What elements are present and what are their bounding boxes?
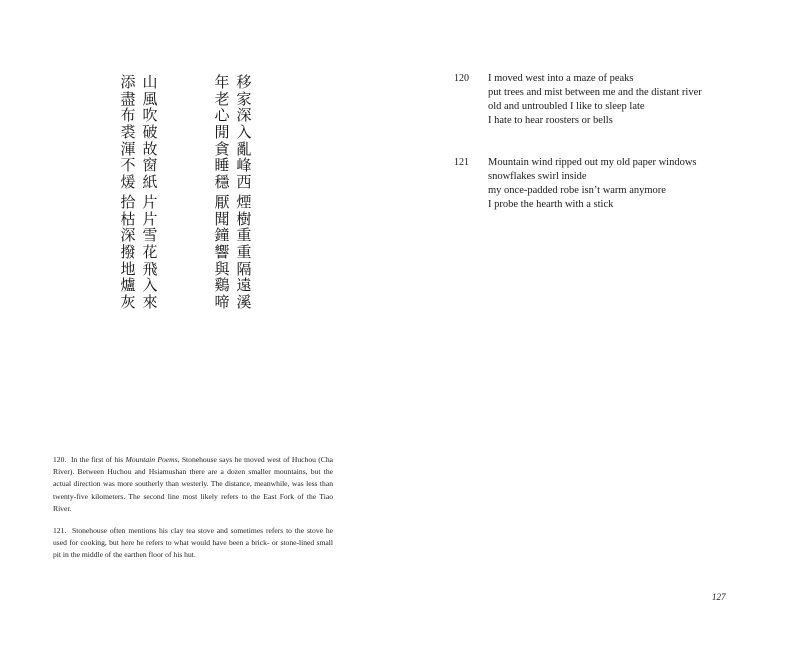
- zh-character: 響: [214, 243, 230, 262]
- zh-character: 深: [236, 106, 252, 125]
- zh-character: 添: [120, 73, 136, 91]
- zh-character: 片: [142, 193, 158, 211]
- zh-character: 年: [214, 73, 230, 91]
- zh-character: 峰: [236, 156, 252, 175]
- footnote-number: 120.: [53, 455, 67, 464]
- zh-character: 入: [236, 123, 252, 142]
- zh-character: 重: [236, 226, 252, 245]
- zh-character: 吹: [142, 106, 158, 125]
- zh-character: 老: [214, 89, 230, 108]
- footnote-121: [53, 525, 333, 562]
- footnote-text: In the first of his: [70, 455, 126, 464]
- zh-character: 飛: [142, 259, 158, 278]
- zh-character: 盡: [120, 89, 136, 108]
- footnotes: [53, 454, 333, 572]
- zh-character: 紙: [142, 173, 158, 192]
- footnote-number: 121.: [53, 526, 67, 536]
- poem-number: 121: [454, 157, 469, 168]
- footnote-text: , Stonehouse says he moved west of Huchou (Cha River). Between Huchou and Hsiamushan there are a dozen smaller mountains, but the actual direction was more southerly than westerly. The distance, meanwhile, was less than twenty-five kilometers. The second line most likely refers to the East Fork of the Tiao River.: [53, 455, 334, 513]
- zh-character: 閒: [214, 123, 230, 142]
- zh-character: 來: [142, 293, 158, 312]
- zh-character: 鐘: [214, 226, 230, 245]
- zh-character: 家: [236, 89, 252, 108]
- footnote-italic-title: Mountain Poems: [125, 455, 178, 464]
- zh-character: 厭: [214, 193, 230, 211]
- zh-character: 入: [142, 276, 158, 295]
- zh-column-121-line2: [119, 74, 137, 191]
- zh-character: 撥: [120, 243, 136, 262]
- poem-line: my once-padded robe isn’t warm anymore: [488, 185, 666, 196]
- zh-character: 啼: [214, 293, 230, 312]
- zh-character: 窗: [142, 156, 158, 175]
- zh-column-121-line4: [119, 194, 137, 311]
- poem-line: I hate to hear roosters or bells: [488, 115, 613, 126]
- right-page: [396, 0, 792, 648]
- poem-number: 120: [454, 73, 469, 84]
- zh-character: 鷄: [214, 276, 230, 295]
- zh-character: 睡: [214, 156, 230, 175]
- zh-character: 心: [214, 106, 230, 125]
- poem-line: I probe the hearth with a stick: [488, 199, 614, 210]
- zh-column-120-line4: [213, 194, 231, 311]
- poem-line: I moved west into a maze of peaks: [488, 73, 634, 84]
- zh-column-121-line1: [141, 74, 159, 191]
- zh-character: 拾: [120, 193, 136, 211]
- zh-column-120-line3: [235, 194, 253, 311]
- poem-line: put trees and mist between me and the distant river: [488, 87, 702, 98]
- zh-character: 亂: [236, 139, 252, 158]
- zh-character: 溪: [236, 293, 252, 312]
- zh-character: 深: [120, 226, 136, 245]
- zh-character: 聞: [214, 209, 230, 228]
- zh-character: 穩: [214, 173, 230, 192]
- zh-character: 裘: [120, 123, 136, 142]
- zh-character: 故: [142, 139, 158, 158]
- poem-line: snowflakes swirl inside: [488, 171, 587, 182]
- zh-character: 破: [142, 123, 158, 142]
- zh-character: 灰: [120, 293, 136, 312]
- zh-character: 雪: [142, 226, 158, 245]
- english-poem-120: [454, 72, 702, 128]
- poem-line: Mountain wind ripped out my old paper windows: [488, 157, 697, 168]
- zh-character: 爐: [120, 276, 136, 295]
- footnote-120: [53, 454, 333, 515]
- page-number: 127: [712, 592, 726, 602]
- zh-column-121-line3: [141, 194, 159, 311]
- zh-character: 布: [120, 106, 136, 125]
- zh-character: 樹: [236, 209, 252, 228]
- zh-character: 隔: [236, 259, 252, 278]
- zh-character: 花: [142, 243, 158, 262]
- poem-line: old and untroubled I like to sleep late: [488, 101, 645, 112]
- zh-character: 遠: [236, 276, 252, 295]
- zh-character: 片: [142, 209, 158, 228]
- zh-character: 不: [120, 156, 136, 175]
- zh-column-120-line1: [235, 74, 253, 191]
- zh-character: 煙: [236, 193, 252, 211]
- english-poem-121: [454, 156, 697, 212]
- zh-character: 煖: [120, 173, 136, 192]
- zh-character: 貪: [214, 139, 230, 158]
- zh-character: 重: [236, 243, 252, 262]
- zh-character: 地: [120, 259, 136, 278]
- footnote-text: Stonehouse often mentions his clay tea stove and sometimes refers to the stove he used for cooking, but here he refers to what would have been a brick- or stone-lined small pit in the middle of the earthen floor of his hut.: [53, 526, 333, 560]
- zh-character: 移: [236, 73, 252, 91]
- zh-character: 西: [236, 173, 252, 192]
- zh-character: 風: [142, 89, 158, 108]
- zh-character: 枯: [120, 209, 136, 228]
- zh-character: 渾: [120, 139, 136, 158]
- zh-column-120-line2: [213, 74, 231, 191]
- zh-character: 與: [214, 259, 230, 278]
- zh-character: 山: [142, 73, 158, 91]
